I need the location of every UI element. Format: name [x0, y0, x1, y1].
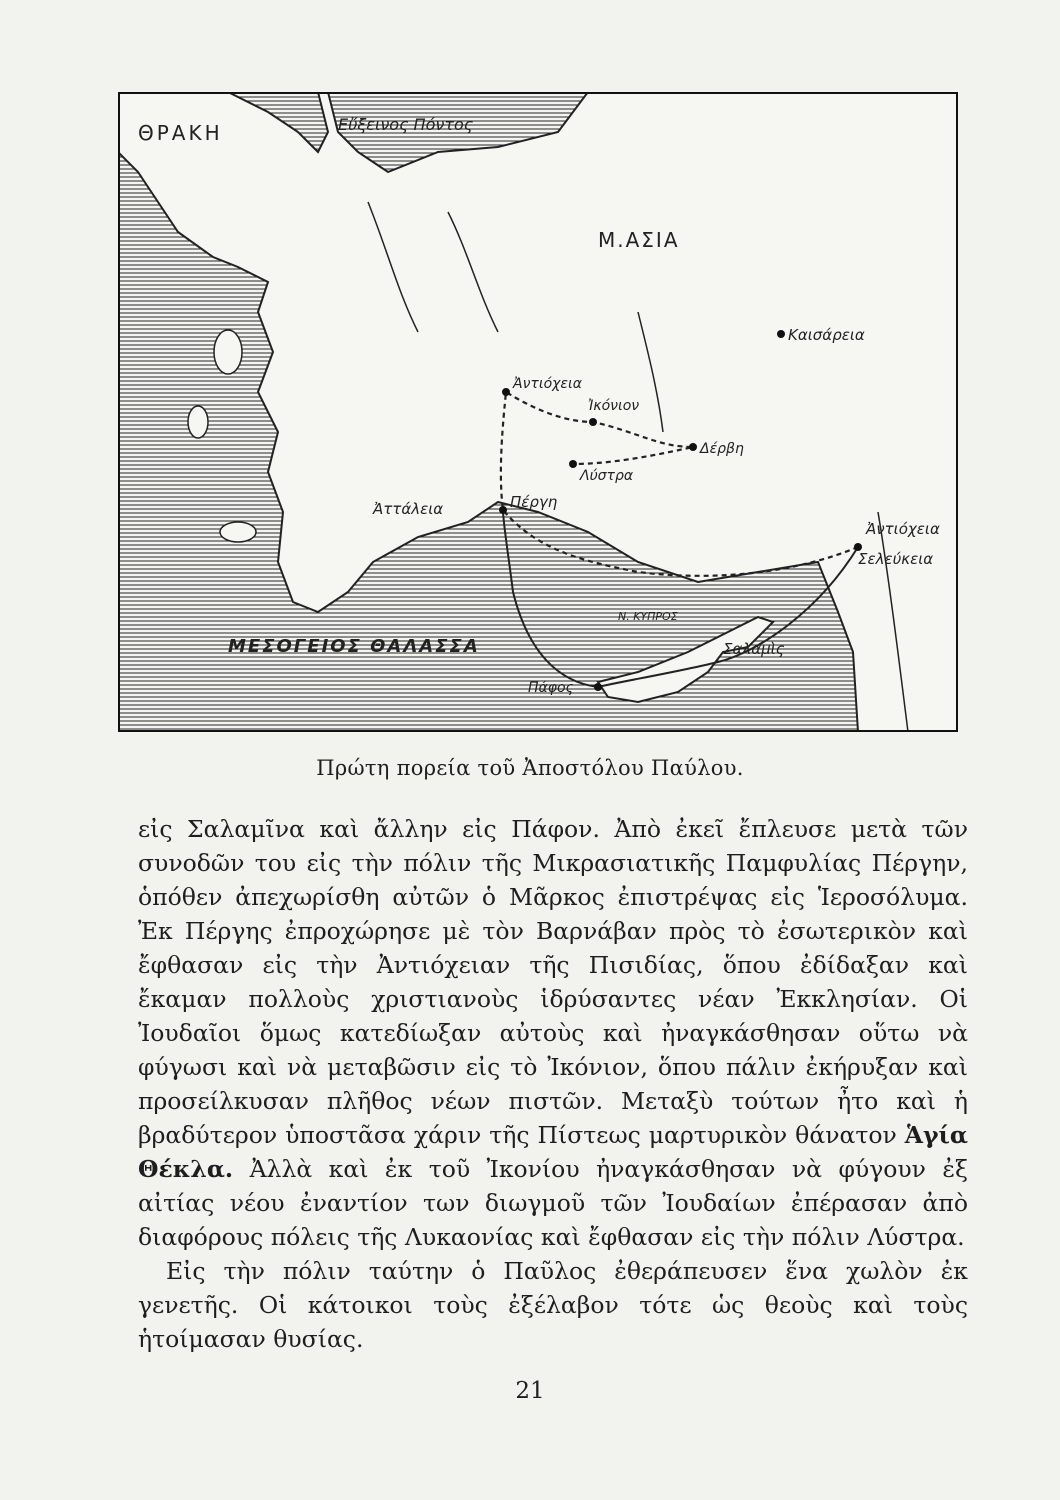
- label-paphos: Πάφος: [528, 680, 574, 696]
- page-number: 21: [515, 1378, 545, 1404]
- label-attaleia: Ἀττάλεια: [373, 500, 444, 518]
- label-perge: Πέργη: [510, 493, 558, 511]
- body-text: [138, 812, 968, 1356]
- label-salamis: Σαλαμὶς: [723, 640, 785, 658]
- label-thrace: ΘΡΑΚΗ: [138, 121, 223, 145]
- label-sea: ΜΕΣΟΓΕΙΟΣ ΘΑΛΑΣΣΑ: [228, 636, 480, 657]
- label-antioch-syria: Ἀντιόχεια: [866, 520, 940, 538]
- city-dot-paphos: [594, 683, 602, 691]
- island: [220, 522, 256, 542]
- map-illustration: [118, 92, 958, 732]
- figure-caption: Πρώτη πορεία τοῦ Ἀποστόλου Παύλου.: [316, 756, 744, 780]
- city-dot-iconium: [589, 418, 597, 426]
- city-dot-perge: [499, 506, 507, 514]
- paragraph-2: Εἰς τὴν πόλιν ταύτην ὁ Παῦλος ἐθεράπευσεν ἕνα χωλὸν ἐκ γενετῆς. Οἱ κάτοικοι τοὺς ἐξέλαβον τότε ὡς θεοὺς καὶ τοὺς ἡτοίμασαν θυσίας.: [138, 1257, 968, 1353]
- label-derbe: Δέρβη: [700, 441, 744, 457]
- island: [214, 330, 242, 374]
- label-seleucia: Σελεύκεια: [858, 550, 934, 568]
- label-lystra: Λύστρα: [580, 468, 634, 484]
- island: [188, 406, 208, 438]
- label-antioch-pisidia: Ἀντιόχεια: [513, 376, 582, 392]
- city-dot-lystra: [569, 460, 577, 468]
- label-pontus: Εὔξεινος Πόντος: [338, 115, 474, 134]
- label-asia: Μ.ΑΣΙΑ: [598, 228, 680, 252]
- city-dot-derbe: [689, 443, 697, 451]
- paragraph-1-text-a: εἰς Σαλαμῖνα καὶ ἄλλην εἰς Πάφον. Ἀπὸ ἐκεῖ ἔπλευσε μετὰ τῶν συνοδῶν του εἰς τὴν πόλιν τῆς Μικρασιατικῆς Παμφυλίας Πέργην, ὁπόθεν ἀπεχωρίσθη αὐτῶν ὁ Μᾶρκος ἐπιστρέψας εἰς Ἱεροσόλυμα. Ἐκ Πέργης ἐπροχώρησε μὲ τὸν Βαρνάβαν πρὸς τὸ ἐσωτερικὸν καὶ ἔφθασαν εἰς τὴν Ἀντιόχειαν τῆς Πισιδίας, ὅπου ἐδίδαξαν καὶ ἔκαμαν πολλοὺς χριστιανοὺς ἱδρύσαντες νέαν Ἐκκλησίαν. Οἱ Ἰουδαῖοι ὅμως κατεδίωξαν αὐτοὺς καὶ ἠναγκάσθησαν οὕτω νὰ φύγωσι καὶ νὰ μεταβῶσιν εἰς τὸ Ἰκόνιον, ὅπου πάλιν ἐκήρυξαν καὶ προσείλκυσαν πλῆθος νέων πιστῶν. Μεταξὺ τούτων ἦτο καὶ ἡ βραδύτερον ὑποστᾶσα χάριν τῆς Πίστεως μαρτυρικὸν θάνατον: [138, 815, 968, 1149]
- city-dot-caesarea: [777, 330, 785, 338]
- saint-thecla-bold: Ἁγία Θέκλα.: [138, 1121, 968, 1183]
- label-cyprus: Ν. ΚΥΠΡΟΣ: [618, 610, 678, 623]
- paragraph-1-text-b: Ἀλλὰ καὶ ἐκ τοῦ Ἰκονίου ἠναγκάσθησαν νὰ φύγουν ἐξ αἰτίας νέου ἐναντίον των διωγμοῦ τῶν Ἰουδαίων ἐπέρασαν ἀπὸ διαφόρους πόλεις τῆς Λυκαονίας καὶ ἔφθασαν εἰς τὴν πόλιν Λύστρα.: [138, 1155, 968, 1251]
- label-iconium: Ἰκόνιον: [588, 398, 640, 414]
- route-map: [118, 92, 958, 732]
- paragraph-1: [138, 812, 968, 1254]
- label-caesarea: Καισάρεια: [788, 326, 865, 344]
- city-dot-antioch: [502, 388, 510, 396]
